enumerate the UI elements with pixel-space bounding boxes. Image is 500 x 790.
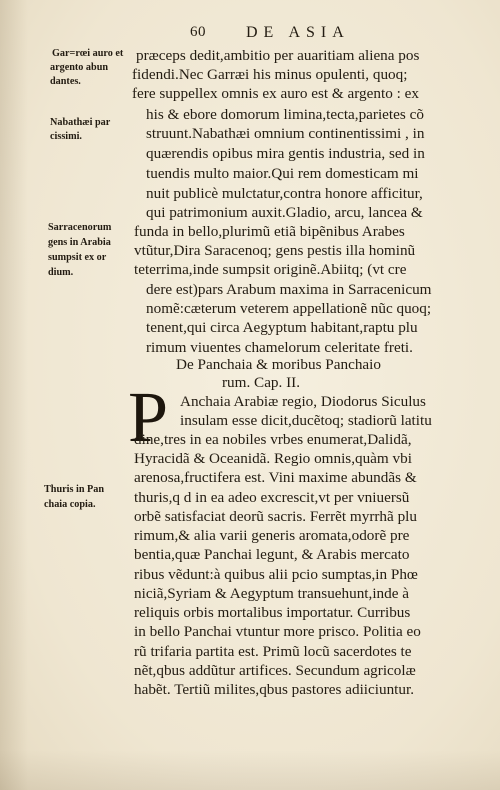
page-header [0,24,500,44]
gutter-shadow [0,0,28,790]
text-line: dere est)pars Arabum maxima in Sarracenicum [146,281,432,298]
text-line: orbẽ satisfaciat deorũ sacris. Ferrẽt myrrhã plu [134,508,417,525]
drop-cap: P [128,377,169,457]
text-line: niciã,Syriam & Aegyptum transuehunt,inde à [134,585,410,602]
text-line: thuris,q d in ea adeo excrescit,vt per vniuersũ [134,489,410,506]
text-line: nomẽ:cæterum veterem appellationẽ nũc quoq; [146,300,432,317]
margin-note: Sarracenorum [48,222,112,233]
text-line: teterrima,inde sumpsit originẽ.Abiitq; (vt cre [134,261,407,278]
margin-note: chaia copia. [44,499,96,510]
text-line: funda in bello,plurimũ etiã bipẽnibus Arabes [134,223,405,240]
text-line: Anchaia Arabiæ regio, Diodorus Siculus [180,393,426,410]
page-number: 60 [190,24,206,40]
margin-note: dantes. [50,76,81,87]
text-line: fidendi.Nec Garræi his minus opulenti, quoq; [132,66,408,83]
chapter-heading: rum. Cap. II. [222,374,301,391]
text-line: vtũtur,Dira Saracenoq; gens pestis illa hominũ [134,242,416,259]
chapter-heading: De Panchaia & moribus Panchaio [176,356,381,373]
text-line: nẽt,qbus addũtur artifices. Secundum agricolæ [134,662,416,679]
text-line: quærendis opibus mira gentis industria, sed in [146,145,425,162]
margin-note: gens in Arabia [48,237,111,248]
text-line: rimum,& alia varii generis aromata,odorẽ pre [134,527,410,544]
margin-note: sumpsit ex or [48,252,107,263]
text-line: tuendis multo maior.Qui rem domesticam mi [146,165,419,182]
text-line: ribus vẽdunt:à quibus alii pcio sumptas,in Phœ [134,566,418,583]
text-line: præceps dedit,ambitio per auaritiam aliena pos [136,47,420,64]
text-line: insulam esse dicit,ducẽtoq; stadiorũ latitu [180,412,432,429]
text-line: rũ trifaria partita est. Primũ locũ sacerdotes te [134,643,412,660]
text-line: his & ebore domorum limina,tecta,parietes cõ [146,106,424,123]
page-bottom-shadow [0,750,500,790]
text-line: qui patrimonium auxit.Gladio, arcu, lancea & [146,204,423,221]
text-line: rimum viuentes chamelorum celeritate freti. [146,339,413,356]
text-line: in bello Panchai vtuntur more prisco. Politia eo [134,623,421,640]
margin-note: Gar=rœi auro et [52,48,124,59]
text-line: dine,tres in ea nobiles vrbes enumerat,Dalidã, [134,431,412,448]
margin-note: cissimi. [50,131,82,142]
text-line: Hyracidã & Oceanidã. Regio omnis,quàm vbi [134,450,412,467]
text-line: fere suppellex omnis ex auro est & argento : ex [132,85,419,102]
text-line: nuit publicè mulctatur,contra honore afficitur, [146,185,423,202]
text-line: reliquis orbis mortalibus importatur. Curribus [134,604,411,621]
text-line: bentia,quæ Panchai legunt, & Arabis mercato [134,546,410,563]
margin-note: dium. [48,267,74,278]
text-line: tenent,qui circa Aegyptum habitant,raptu plu [146,319,418,336]
text-line: arenosa,fructifera est. Vini maxime abundãs & [134,469,417,486]
margin-note: argento abun [50,62,109,73]
margin-note: Thuris in Pan [44,484,105,495]
margin-note: Nabathæi par [50,117,111,128]
running-head: DE ASIA [246,24,350,41]
text-line: struunt.Nabathæi omnium continentissimi , in [146,125,425,142]
text-line: habẽt. Tertiũ milites,qbus pastores adiiciuntur. [134,681,414,698]
